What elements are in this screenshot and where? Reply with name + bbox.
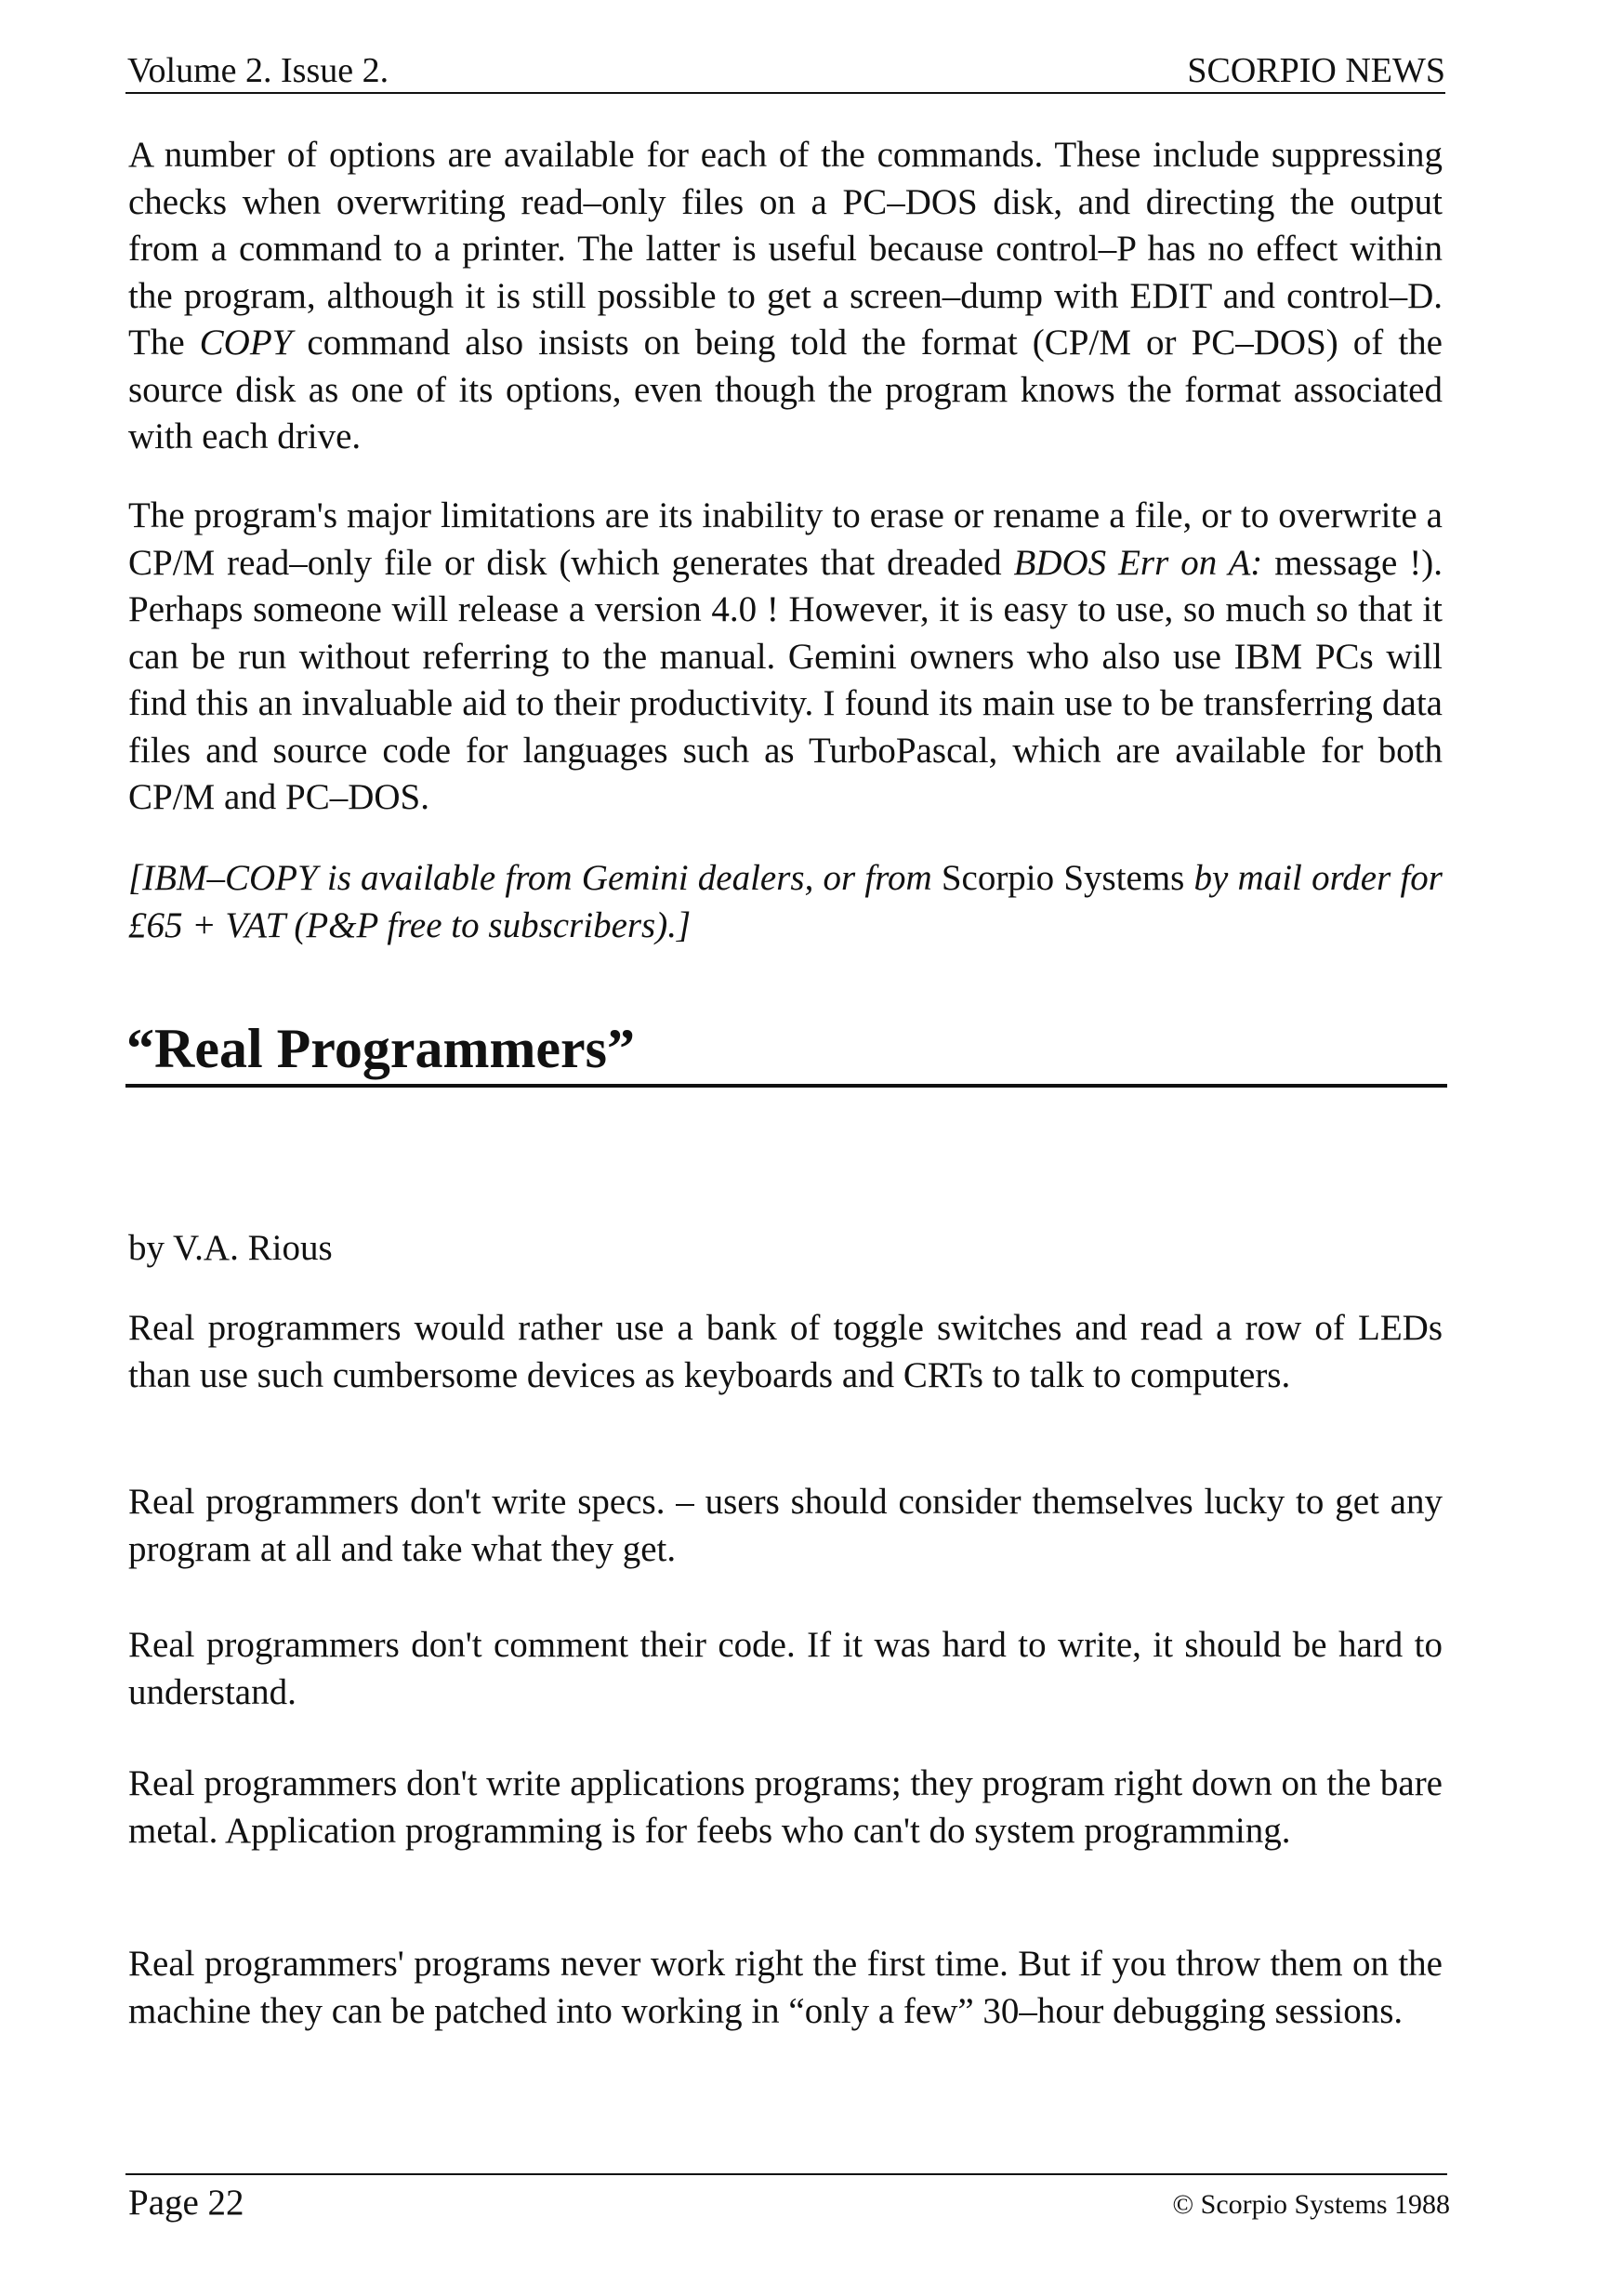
company-name: Scorpio Systems	[941, 858, 1185, 898]
copy-command-term: COPY	[199, 323, 293, 363]
footer-rule	[125, 2173, 1447, 2175]
article-byline: by V.A. Rious	[128, 1228, 333, 1268]
bdos-error-message: BDOS Err on A:	[1013, 542, 1263, 583]
publication-name: SCORPIO NEWS	[1187, 51, 1445, 90]
page-number: Page 22	[128, 2183, 244, 2223]
paragraph-specs: Real programmers don't write specs. – users should consider themselves lucky to get any program at all and take what they get.	[128, 1482, 1443, 1569]
paragraph-options	[128, 132, 1443, 461]
header-rule	[125, 92, 1445, 94]
article-title: “Real Programmers”	[126, 1018, 636, 1079]
title-rule	[125, 1084, 1447, 1088]
paragraph-toggle-switches: Real programmers would rather use a bank of toggle switches and read a row of LEDs than use such cumbersome devices as keyboards and CRTs to talk to computers.	[128, 1308, 1443, 1395]
paragraph-options-text-a: A number of options are available for each of the commands. These include suppressing checks when overwriting read–only files on a PC–DOS disk, and directing the output from a command to a printer. The latter is useful because control–P has no effect within the program, although it is still possible to get a screen–dump with EDIT and control–D. The	[128, 135, 1443, 363]
paragraph-debugging: Real programmers' programs never work right the first time. But if you throw them on the machine they can be patched into working in “only a few” 30–hour debugging sessions.	[128, 1944, 1443, 2031]
issue-label: Volume 2. Issue 2.	[127, 51, 389, 90]
paragraph-limitations	[128, 493, 1443, 822]
paragraph-applications: Real programmers don't write applications programs; they program right down on the bare metal. Application programming is for feebs who can't do system programming.	[128, 1763, 1443, 1851]
availability-note	[128, 855, 1443, 949]
paragraph-limitations-text-a: The program's major limitations are its inability to erase or rename a file, or to overwrite a CP/M read–only file or disk (which generates that dreaded	[128, 495, 1443, 583]
availability-note-text-a: [IBM–COPY is available from Gemini dealers, or from	[128, 858, 942, 898]
paragraph-comments: Real programmers don't comment their code. If it was hard to write, it should be hard to understand.	[128, 1625, 1443, 1712]
copyright-notice: © Scorpio Systems 1988	[1172, 2189, 1450, 2220]
availability-note-text-b: by mail order for £65 + VAT (P&P free to subscribers).]	[128, 858, 1443, 945]
paragraph-limitations-text-b: message !). Perhaps someone will release a version 4.0 ! However, it is easy to use, so much so that it can be run without referring to the manual. Gemini owners who also use IBM PCs will find this an invaluable aid to their productivity. I found its main use to be transferring data files and source code for languages such as TurboPascal, which are available for both CP/M and PC–DOS.	[128, 542, 1443, 817]
page-header	[125, 48, 1445, 93]
paragraph-options-text-b: command also insists on being told the format (CP/M or PC–DOS) of the source disk as one of its options, even though the program knows the format associated with each drive.	[128, 323, 1443, 456]
